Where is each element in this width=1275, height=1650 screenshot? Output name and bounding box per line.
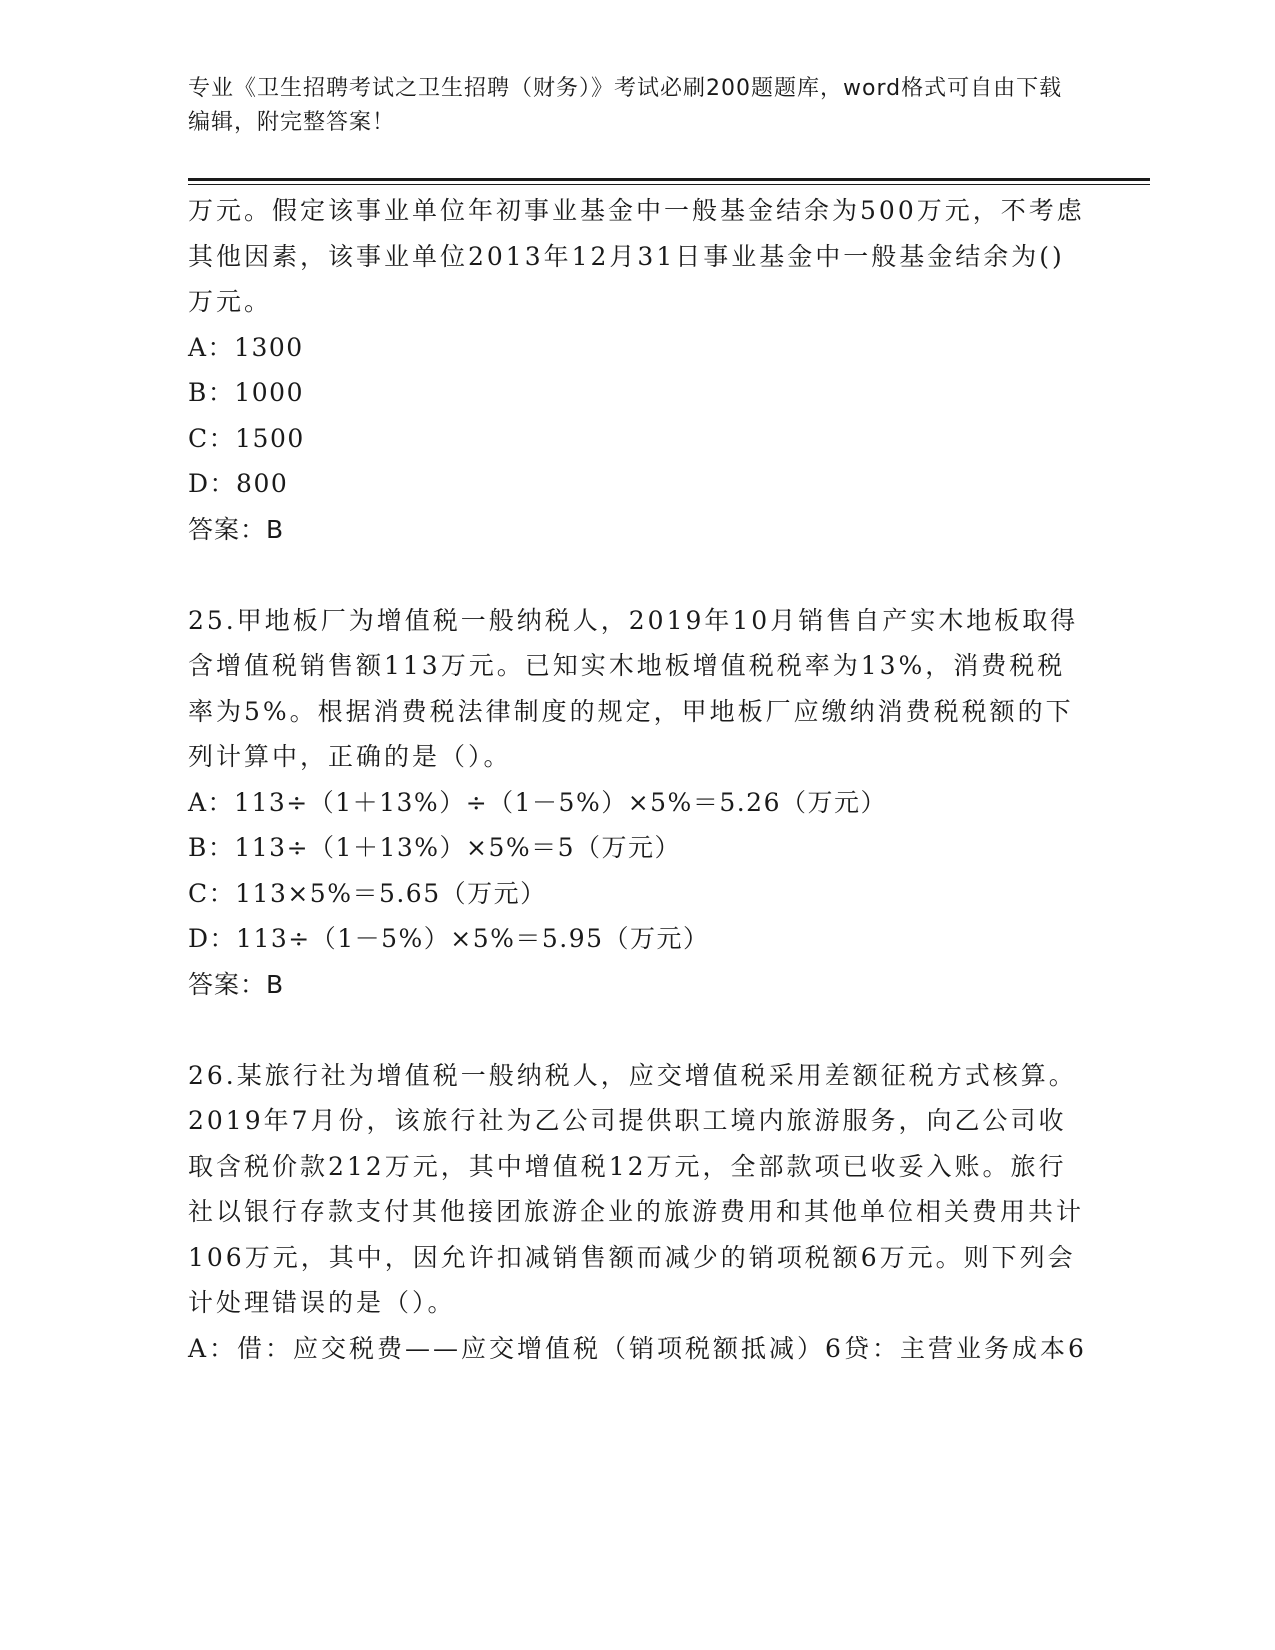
- header-divider: [188, 178, 1150, 181]
- option-a: A：借：应交税费——应交增值税（销项税额抵减）6贷：主营业务成本6: [188, 1333, 1087, 1363]
- option-a: A：113÷（1＋13%）÷（1－5%）×5%＝5.26（万元）: [188, 787, 887, 817]
- option-c: C：1500: [188, 423, 305, 453]
- option-a: A：1300: [188, 332, 304, 362]
- header-divider-thin: [188, 184, 1150, 185]
- answer: 答案：B: [188, 969, 285, 999]
- question-25: [188, 598, 1088, 1008]
- answer: 答案：B: [188, 514, 285, 544]
- option-d: D：113÷（1－5%）×5%＝5.95（万元）: [188, 924, 710, 953]
- question-stem: 26.某旅行社为增值税一般纳税人，应交增值税采用差额征税方式核算。2019年7月份，该旅行社为乙公司提供职工境内旅游服务，向乙公司收取含税价款212万元，其中增值税12万元，全部款项已收妥入账。旅行社以银行存款支付其他接团旅游企业的旅游费用和其他单位相关费用共计106万元，其中，因允许扣减销售额而减少的销项税额6万元。则下列会计处理错误的是（）。: [188, 1060, 1085, 1317]
- document-header: 专业《卫生招聘考试之卫生招聘（财务）》考试必刷200题题库，word格式可自由下载编辑，附完整答案！: [188, 76, 1063, 135]
- question-stem: 25.甲地板厂为增值税一般纳税人，2019年10月销售自产实木地板取得含增值税销售额113万元。已知实木地板增值税税率为13%，消费税税率为5%。根据消费税法律制度的规定，甲地板厂应缴纳消费税税额的下列计算中，正确的是（）。: [188, 605, 1079, 771]
- question-24: [188, 188, 1088, 552]
- option-c: C：113×5%＝5.65（万元）: [188, 878, 547, 908]
- option-d: D：800: [188, 469, 289, 498]
- document-body: [188, 188, 1088, 1371]
- question-stem: 万元。假定该事业单位年初事业基金中一般基金结余为500万元，不考虑其他因素，该事业单位2013年12月31日事业基金中一般基金结余为()万元。: [188, 196, 1085, 316]
- spacer: [188, 552, 1088, 598]
- option-b: B：113÷（1＋13%）×5%＝5（万元）: [188, 833, 682, 862]
- question-26: [188, 1053, 1088, 1372]
- option-b: B：1000: [188, 378, 304, 407]
- spacer: [188, 1007, 1088, 1053]
